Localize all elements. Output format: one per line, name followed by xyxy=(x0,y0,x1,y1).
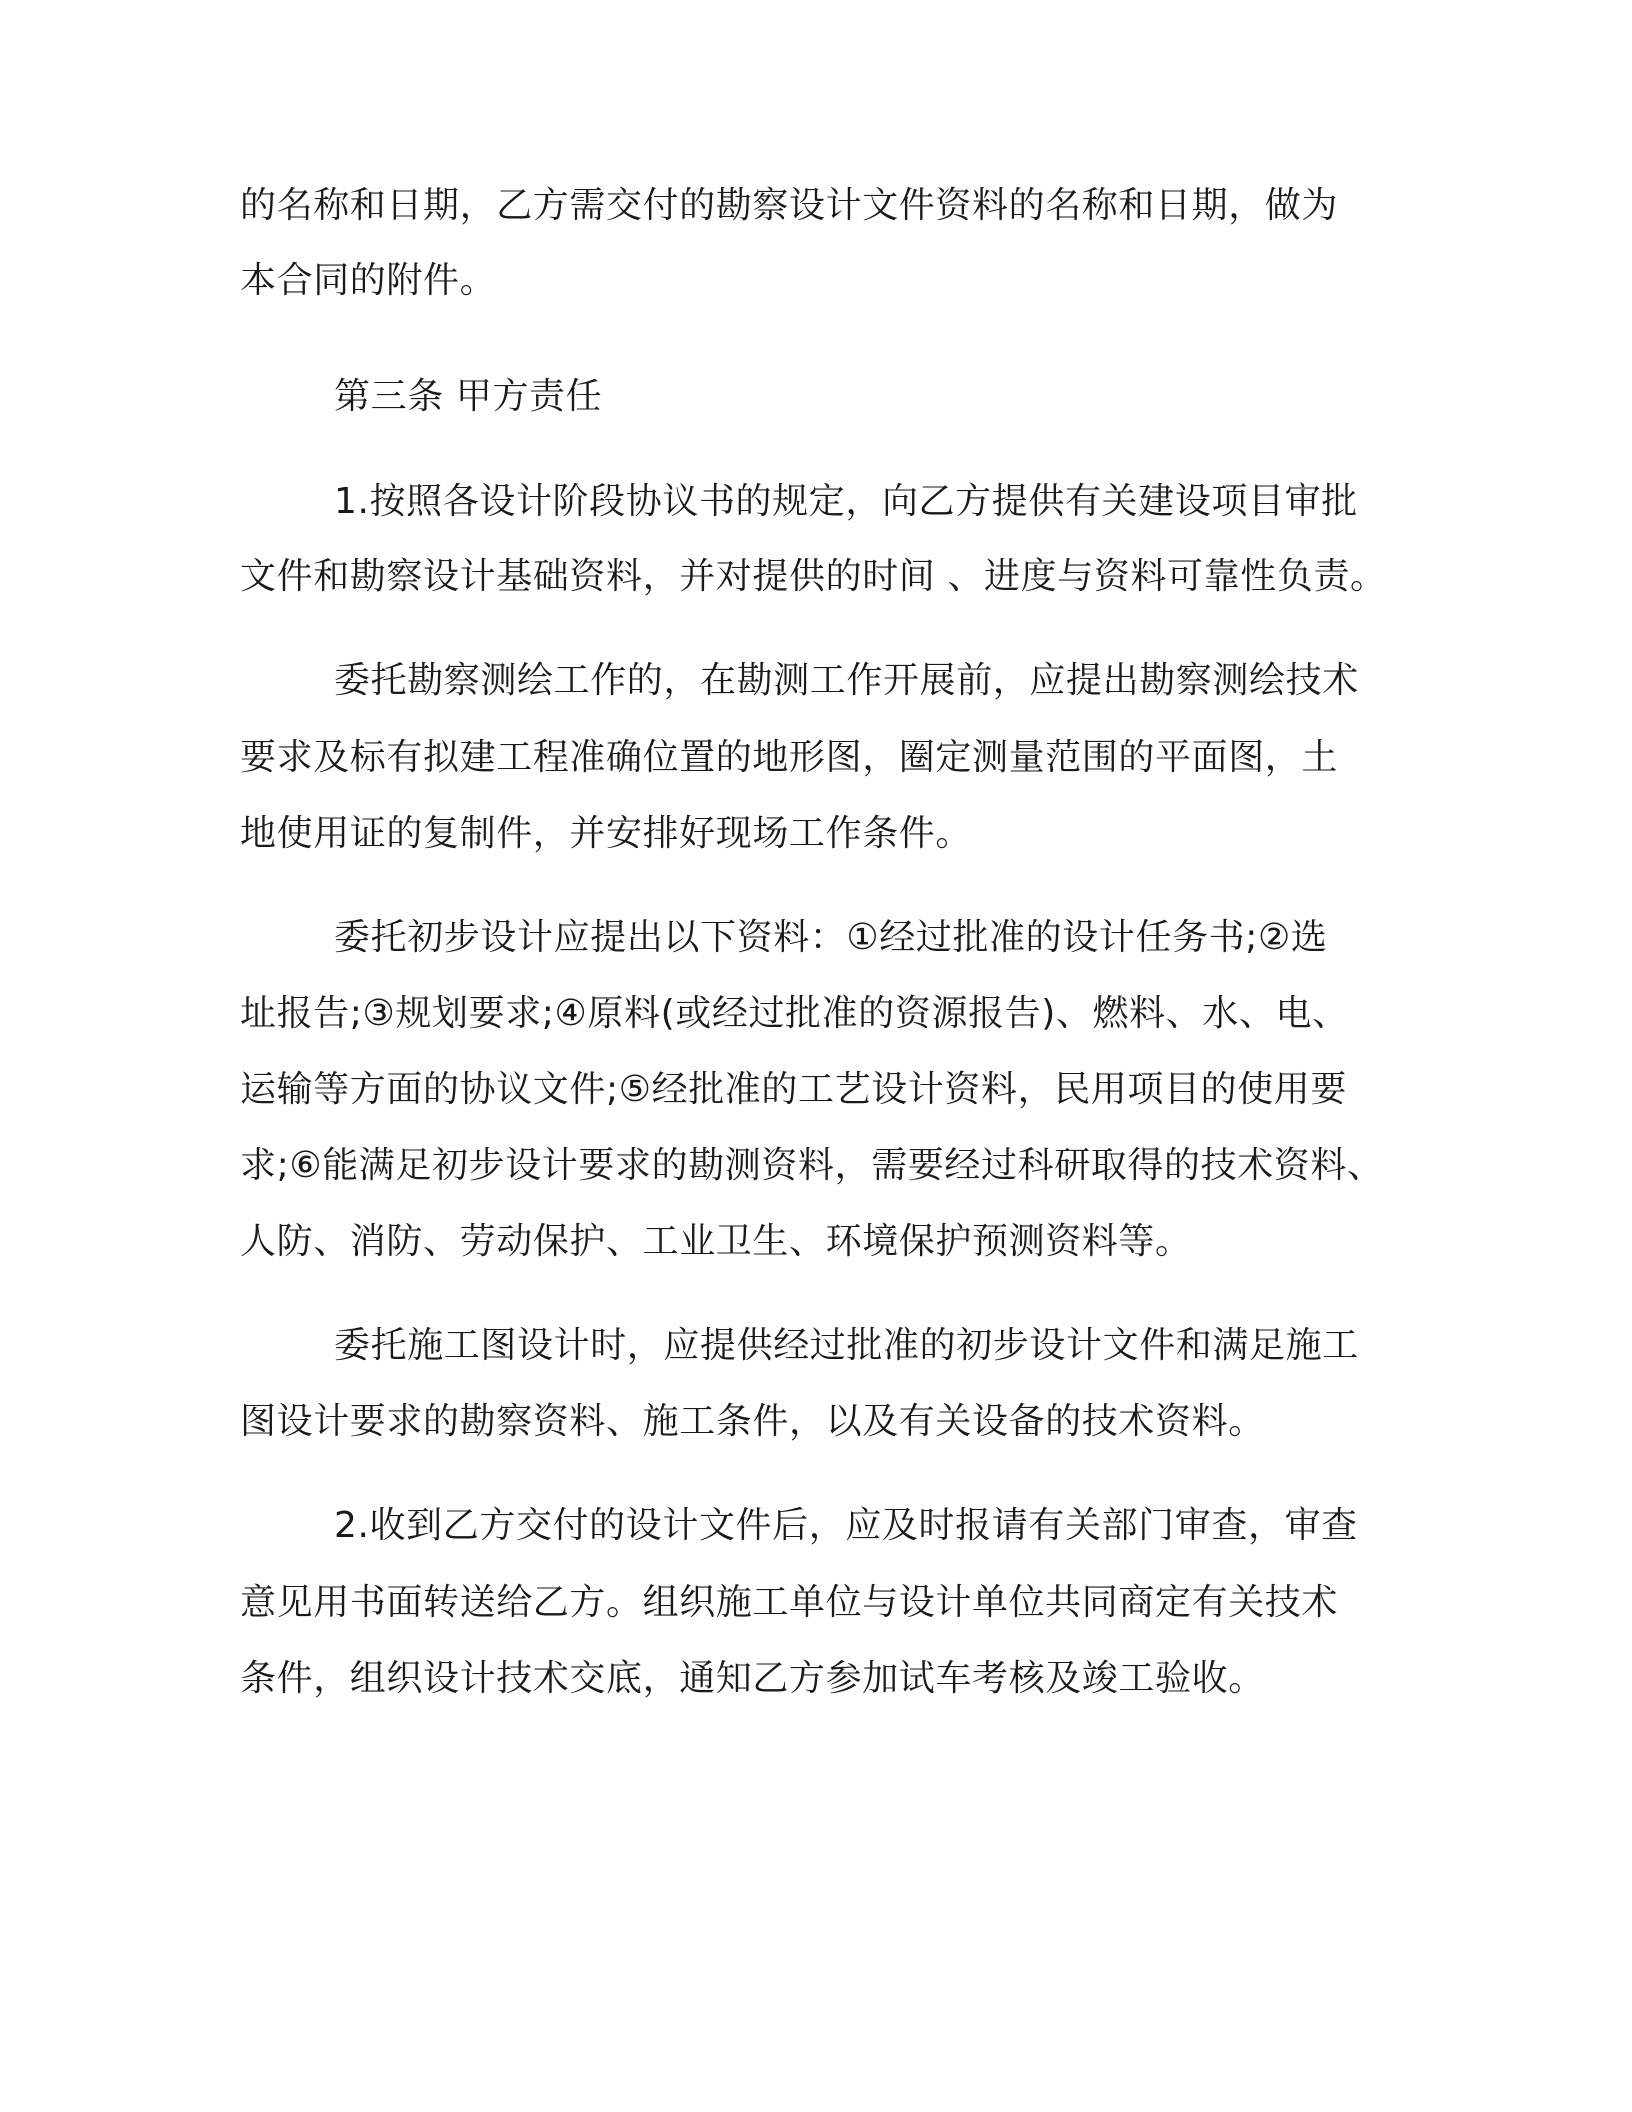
text-line: 本合同的附件。 xyxy=(240,260,497,301)
text-line: 址报告;③规划要求;④原料(或经过批准的资源报告)、燃料、水、电、 xyxy=(240,993,1349,1034)
text-line: 委托施工图设计时，应提供经过批准的初步设计文件和满足施工 xyxy=(334,1325,1359,1366)
text-line: 的名称和日期，乙方需交付的勘察设计文件资料的名称和日期，做为 xyxy=(240,185,1339,226)
text-line: 求;⑥能满足初步设计要求的勘测资料，需要经过科研取得的技术资料、 xyxy=(240,1145,1384,1186)
article-heading: 第三条 甲方责任 xyxy=(334,376,603,417)
text-line: 条件，组织设计技术交底，通知乙方参加试车考核及竣工验收。 xyxy=(240,1658,1265,1699)
text-line: 2.收到乙方交付的设计文件后，应及时报请有关部门审查，审查 xyxy=(334,1505,1358,1546)
text-line: 委托初步设计应提出以下资料：①经过批准的设计任务书;②选 xyxy=(334,917,1328,958)
text-line: 1.按照各设计阶段协议书的规定，向乙方提供有关建设项目审批 xyxy=(334,481,1358,522)
text-line: 意见用书面转送给乙方。组织施工单位与设计单位共同商定有关技术 xyxy=(240,1582,1339,1623)
text-line: 运输等方面的协议文件;⑤经批准的工艺设计资料，民用项目的使用要 xyxy=(240,1069,1348,1110)
text-line: 文件和勘察设计基础资料，并对提供的时间 、进度与资料可靠性负责。 xyxy=(240,556,1387,597)
text-line: 地使用证的复制件，并安排好现场工作条件。 xyxy=(240,813,973,854)
text-line: 人防、消防、劳动保护、工业卫生、环境保护预测资料等。 xyxy=(240,1221,1192,1262)
text-line: 委托勘察测绘工作的，在勘测工作开展前，应提出勘察测绘技术 xyxy=(334,660,1359,701)
text-line: 图设计要求的勘察资料、施工条件，以及有关设备的技术资料。 xyxy=(240,1401,1265,1442)
text-line: 要求及标有拟建工程准确位置的地形图，圈定测量范围的平面图，土 xyxy=(240,737,1339,778)
